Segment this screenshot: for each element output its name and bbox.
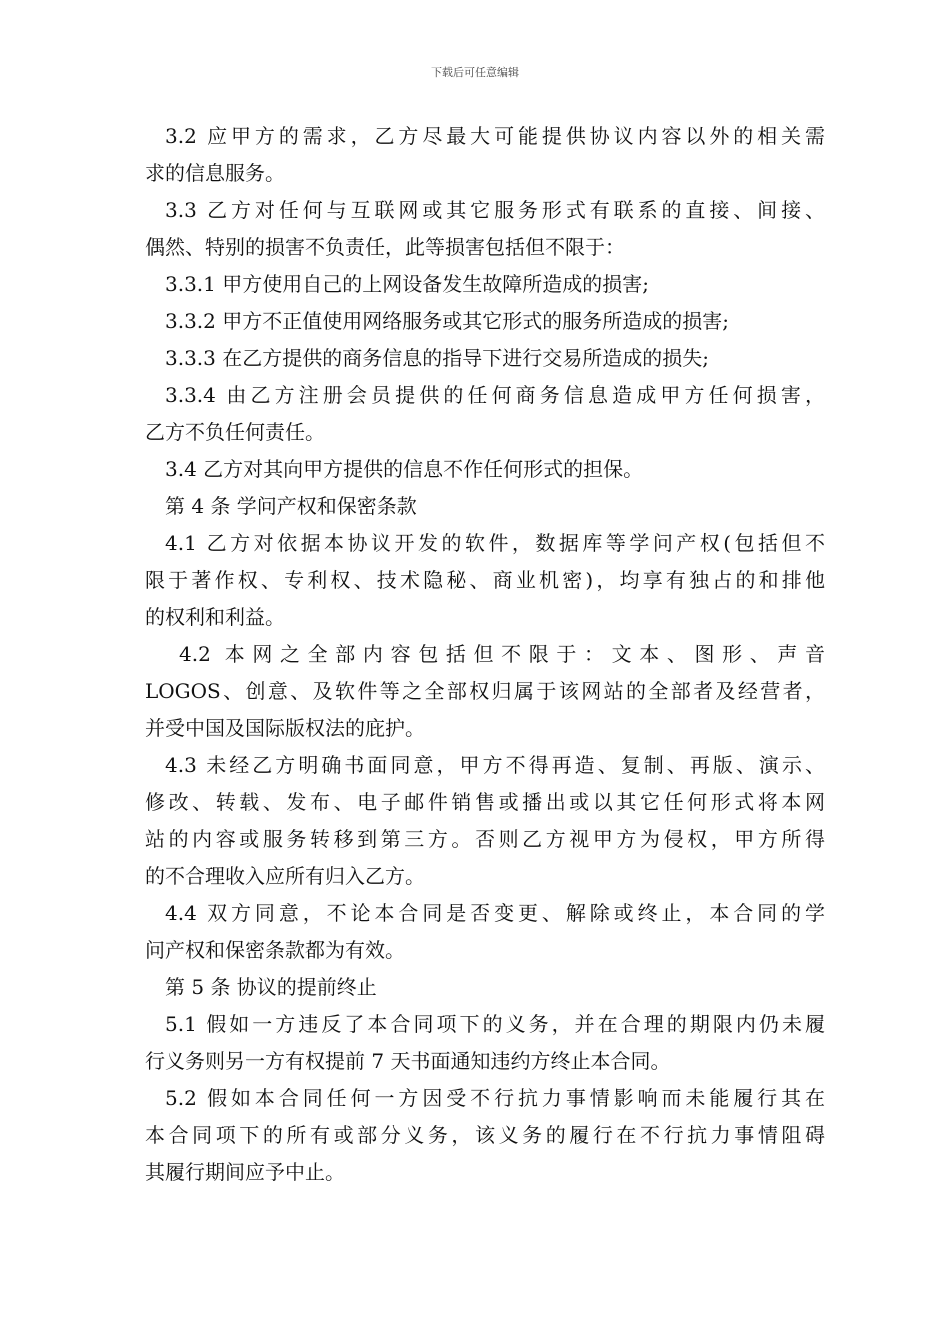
clause-3-2-line-1: 3.2 应甲方的需求，乙方尽最大可能提供协议内容以外的相关需 (165, 124, 825, 148)
clause-3-4: 3.4 乙方对其向甲方提供的信息不作任何形式的担保。 (165, 457, 644, 481)
clause-5-2-line-2: 本合同项下的所有或部分义务，该义务的履行在不行抗力事情阻碍 (145, 1123, 825, 1147)
clause-4-1-line-2: 限于著作权、专利权、技术隐秘、商业机密)，均享有独占的和排他 (145, 568, 825, 592)
clause-4-3-line-4: 的不合理收入应所有归入乙方。 (145, 864, 425, 888)
clause-4-1-line-1: 4.1 乙方对依据本协议开发的软件，数据库等学问产权(包括但不 (165, 531, 825, 555)
clause-4-3-line-2: 修改、转载、发布、电子邮件销售或播出或以其它任何形式将本网 (145, 790, 825, 814)
clause-4-2-line-3: 并受中国及国际版权法的庇护。 (145, 716, 425, 740)
document-body (145, 118, 825, 1191)
clause-4-2-line-2: LOGOS、创意、及软件等之全部权归属于该网站的全部者及经营者， (145, 679, 825, 703)
article-5-heading: 第 5 条 协议的提前终止 (165, 975, 377, 999)
clause-3-3-4-line-2: 乙方不负任何责任。 (145, 420, 325, 444)
clause-3-3-3: 3.3.3 在乙方提供的商务信息的指导下进行交易所造成的损失; (165, 346, 709, 370)
clause-4-1-line-3: 的权利和利益。 (145, 605, 285, 629)
page-header-note: 下载后可任意编辑 (431, 66, 519, 79)
clause-3-3-4-line-1: 3.3.4 由乙方注册会员提供的任何商务信息造成甲方任何损害， (165, 383, 825, 407)
clause-4-4-line-1: 4.4 双方同意，不论本合同是否变更、解除或终止，本合同的学 (165, 901, 825, 925)
clause-3-3-line-1: 3.3 乙方对任何与互联网或其它服务形式有联系的直接、间接、 (165, 198, 825, 222)
clause-5-2-line-3: 其履行期间应予中止。 (145, 1160, 345, 1184)
clause-5-2-line-1: 5.2 假如本合同任何一方因受不行抗力事情影响而未能履行其在 (165, 1086, 825, 1110)
article-4-heading: 第 4 条 学问产权和保密条款 (165, 494, 417, 518)
clause-4-4-line-2: 问产权和保密条款都为有效。 (145, 938, 405, 962)
clause-4-3-line-3: 站的内容或服务转移到第三方。否则乙方视甲方为侵权，甲方所得 (145, 827, 825, 851)
clause-5-1-line-1: 5.1 假如一方违反了本合同项下的义务，并在合理的期限内仍未履 (165, 1012, 825, 1036)
clause-3-3-2: 3.3.2 甲方不正值使用网络服务或其它形式的服务所造成的损害; (165, 309, 729, 333)
clause-3-2-line-2: 求的信息服务。 (145, 161, 285, 185)
clause-3-3-line-2: 偶然、特别的损害不负责任，此等损害包括但不限于： (145, 235, 625, 259)
clause-5-1-line-2: 行义务则另一方有权提前 7 天书面通知违约方终止本合同。 (145, 1049, 671, 1073)
clause-3-3-1: 3.3.1 甲方使用自己的上网设备发生故障所造成的损害; (165, 272, 649, 296)
clause-4-2-line-1: 4.2 本网之全部内容包括但不限于：文本、图形、声音 (179, 642, 825, 666)
clause-4-3-line-1: 4.3 未经乙方明确书面同意，甲方不得再造、复制、再版、演示、 (165, 753, 825, 777)
